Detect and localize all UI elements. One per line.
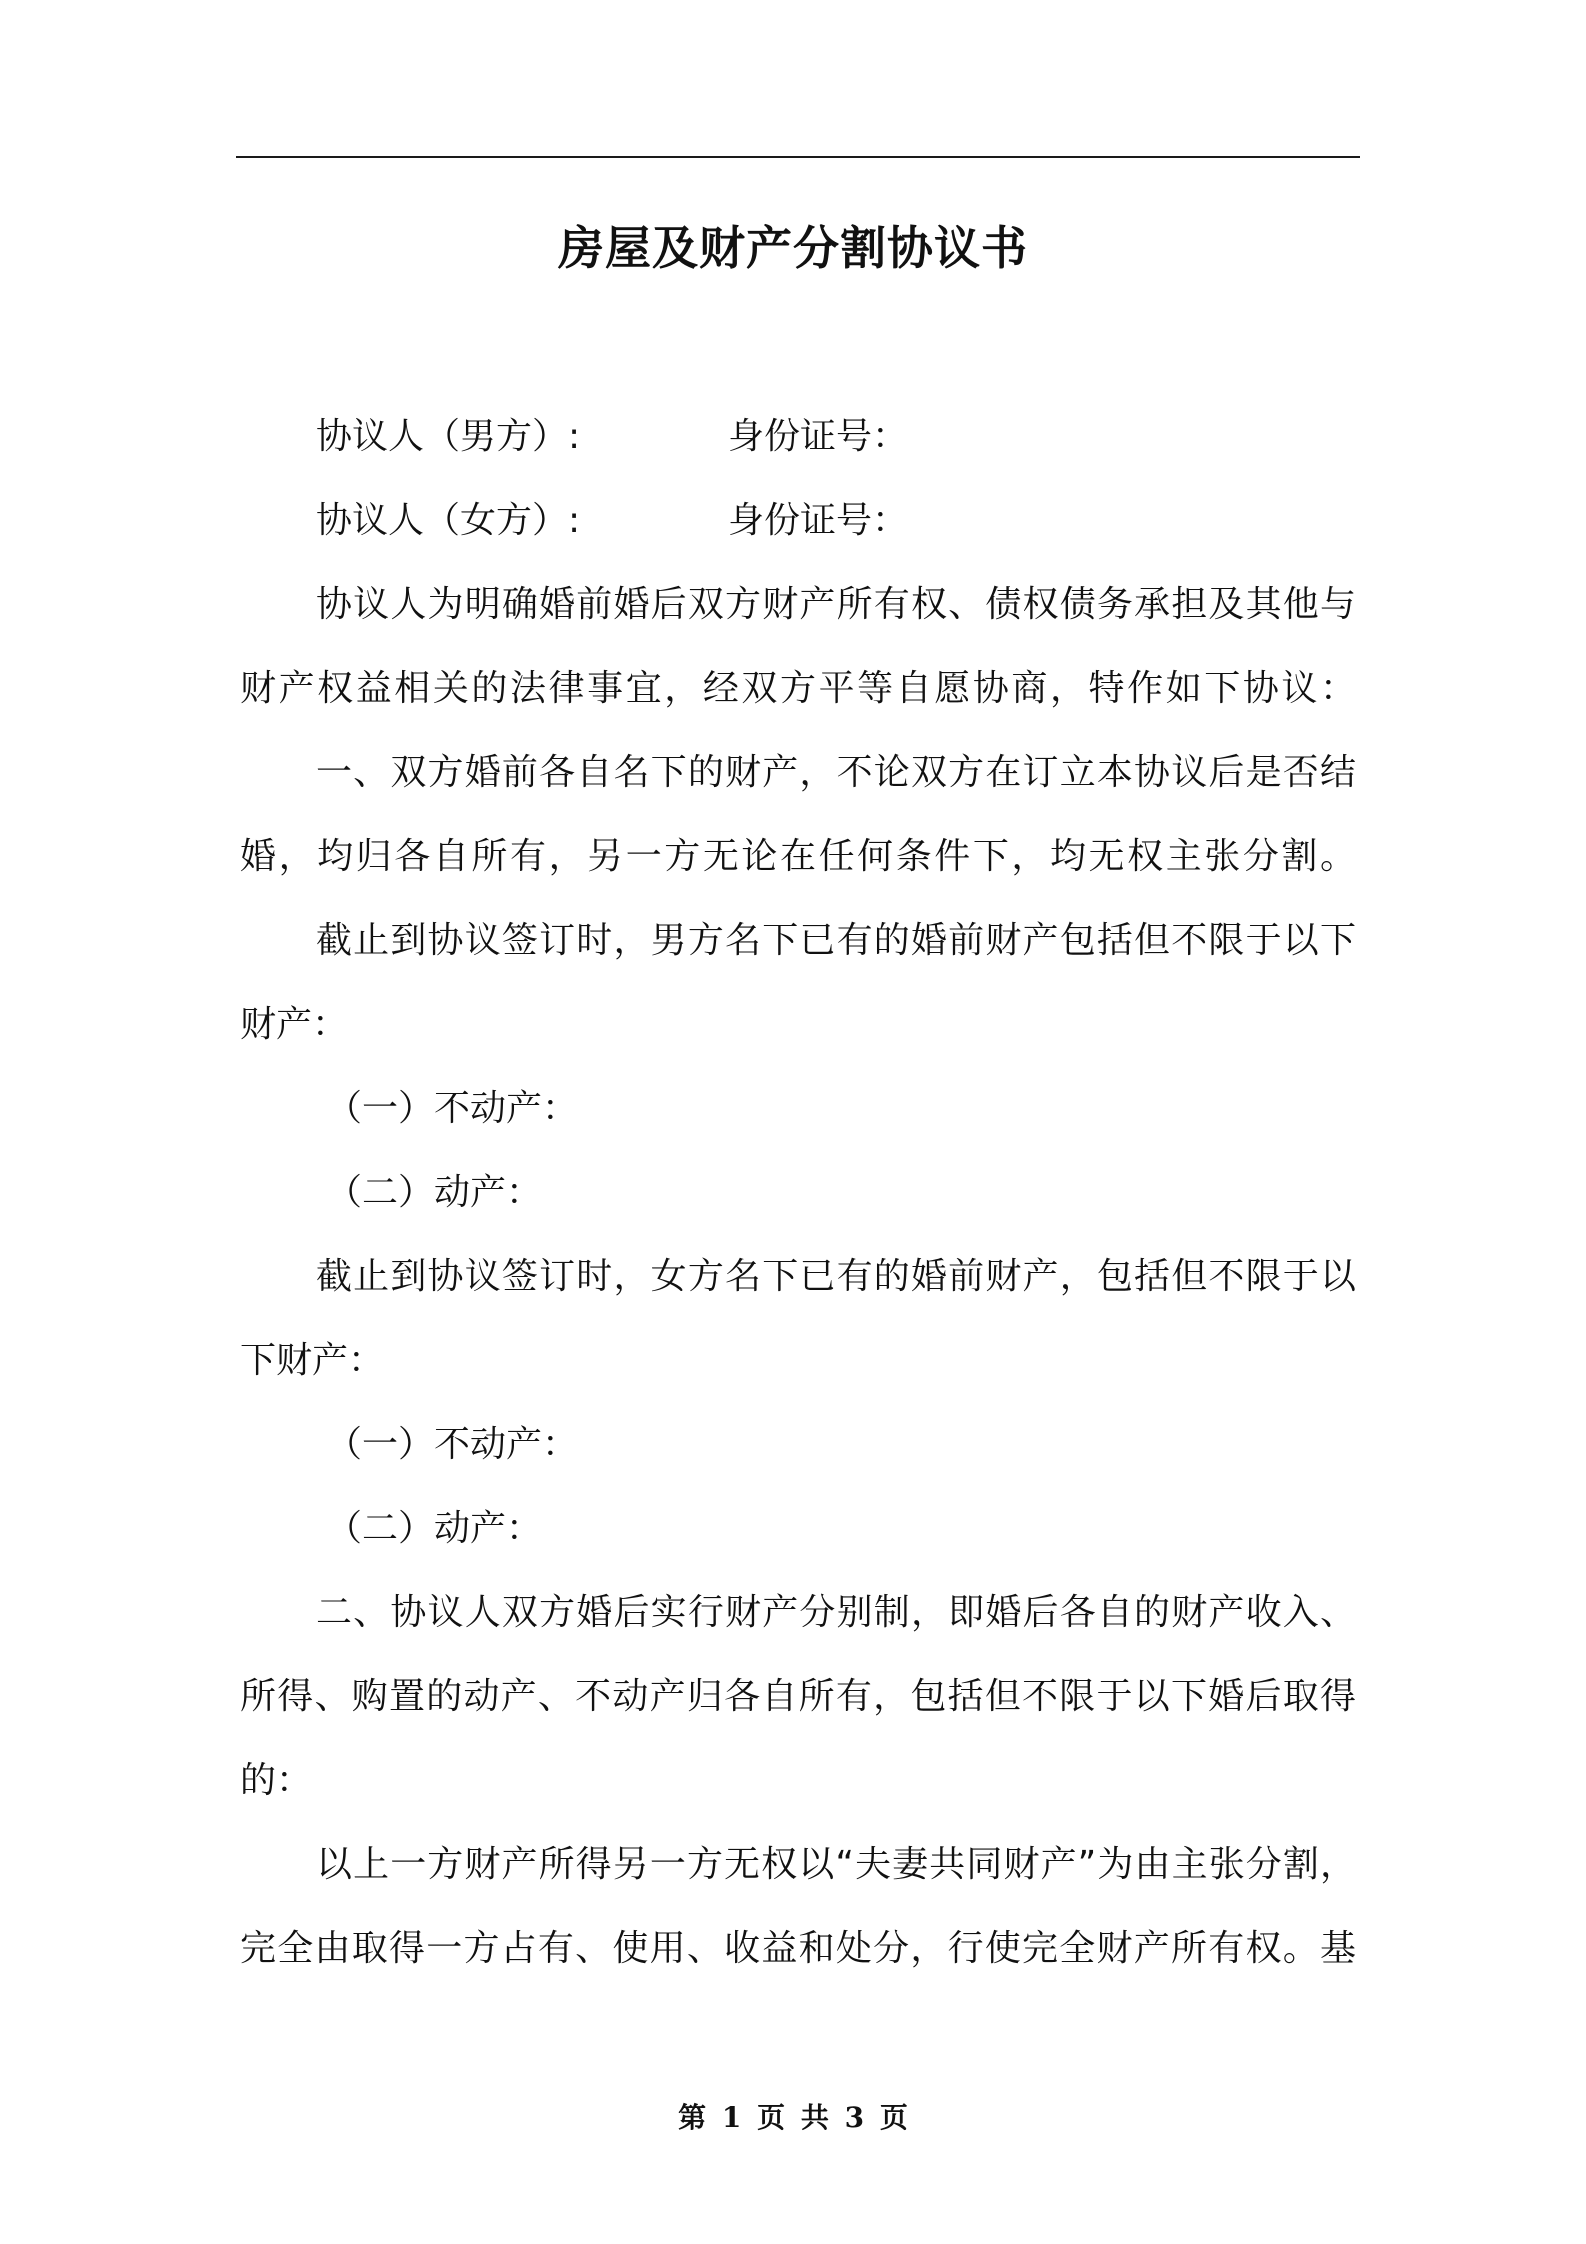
clause-2-line-1: 二、协议人双方婚后实行财产分别制，即婚后各自的财产收入、: [316, 1592, 1356, 1633]
clause-1-line-1: 一、双方婚前各自名下的财产，不论双方在订立本协议后是否结: [316, 752, 1356, 793]
ownership-line-2: 完全由取得一方占有、使用、收益和处分，行使完全财产所有权。基: [240, 1928, 1356, 1969]
party-female-id-label: 身份证号：: [728, 500, 909, 541]
party-female-label: 协议人（女方）:: [316, 500, 581, 541]
clause-1-line-2: 婚，均归各自所有，另一方无论在任何条件下，均无权主张分割。: [240, 836, 1356, 877]
page-number-footer: 第 1 页 共 3 页: [678, 2101, 908, 2134]
male-property-line-1: 截止到协议签订时，男方名下已有的婚前财产包括但不限于以下: [316, 920, 1356, 961]
document-title: 房屋及财产分割协议书: [558, 221, 1028, 275]
preamble-line-2: 财产权益相关的法律事宜，经双方平等自愿协商，特作如下协议：: [240, 668, 1356, 709]
female-property-line-1: 截止到协议签订时，女方名下已有的婚前财产，包括但不限于以: [316, 1256, 1356, 1297]
male-movable-item: （二）动产：: [326, 1172, 543, 1213]
clause-2-line-2: 所得、购置的动产、不动产归各自所有，包括但不限于以下婚后取得: [240, 1676, 1356, 1717]
header-divider: [236, 156, 1360, 158]
party-male-id-label: 身份证号：: [728, 416, 909, 457]
female-real-estate-item: （一）不动产：: [326, 1424, 579, 1465]
male-real-estate-item: （一）不动产：: [326, 1088, 579, 1129]
clause-2-line-3: 的：: [240, 1760, 313, 1801]
male-property-line-2: 财产：: [240, 1004, 349, 1045]
ownership-line-1: 以上一方财产所得另一方无权以“夫妻共同财产”为由主张分割，: [316, 1844, 1356, 1885]
party-male-label: 协议人（男方）:: [316, 416, 581, 457]
female-movable-item: （二）动产：: [326, 1508, 543, 1549]
preamble-line-1: 协议人为明确婚前婚后双方财产所有权、债权债务承担及其他与: [316, 584, 1356, 625]
female-property-line-2: 下财产：: [240, 1340, 385, 1381]
